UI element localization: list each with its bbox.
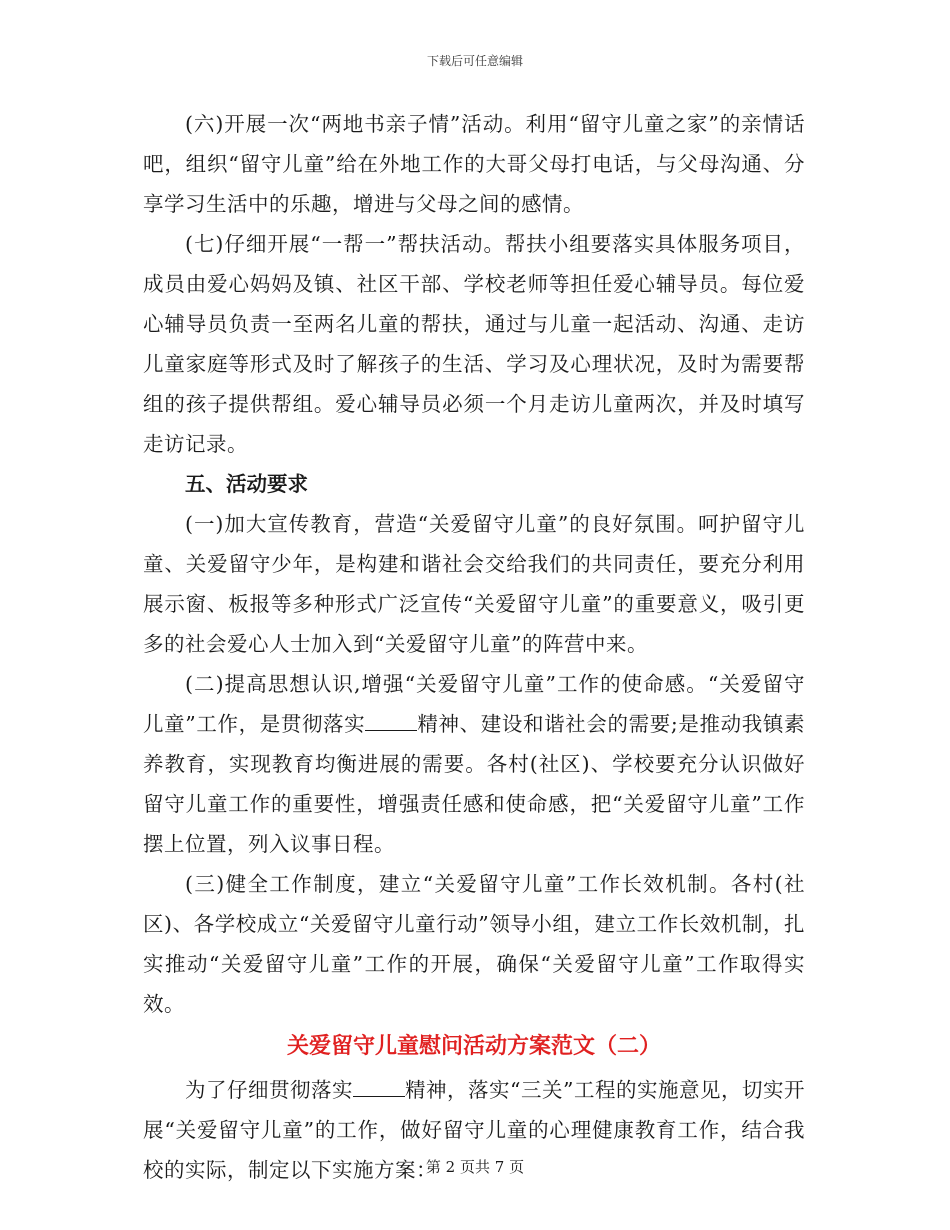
page-footer: 第 2 页共 7 页 <box>425 1158 525 1176</box>
paragraph-activity-6: (六)开展一次“两地书亲子情”活动。利用“留守儿童之家”的亲情话吧，组织“留守儿童”给在外地工作的大哥父母打电话，与父母沟通、分享学习生活中的乐趣，增进与父母之间的感情。 <box>143 112 805 216</box>
requirement-2-text-start: (二)提高思想认识,增强“关爱留守儿童”工作的使命感。“关爱留守儿童”工作，是贯彻落实 <box>143 672 805 736</box>
paragraph-requirement-1: (一)加大宣传教育，营造“关爱留守儿童”的良好氛围。呵护留守儿童、关爱留守少年，是构建和谐社会交给我们的共同责任，要充分利用展示窗、板报等多种形式广泛宣传“关爱留守儿童”的重要意义，吸引更多的社会爱心人士加入到“关爱留守儿童”的阵营中来。 <box>143 512 805 656</box>
document-body <box>143 104 805 1190</box>
section-heading-requirements: 五、活动要求 <box>185 472 308 496</box>
paragraph-activity-7: (七)仔细开展“一帮一”帮扶活动。帮扶小组要落实具体服务项目，成员由爱心妈妈及镇、社区干部、学校老师等担任爱心辅导员。每位爱心辅导员负责一至两名儿童的帮扶，通过与儿童一起活动、沟通、走访儿童家庭等形式及时了解孩子的生活、学习及心理状况，及时为需要帮组的孩子提供帮组。爱心辅导员必须一个月走访儿童两次，并及时填写走访记录。 <box>143 232 805 456</box>
fill-in-blank <box>365 712 417 731</box>
intro-text-start: 为了仔细贯彻落实 <box>185 1078 354 1102</box>
paragraph-requirement-3: (三)健全工作制度，建立“关爱留守儿童”工作长效机制。各村(社区)、各学校成立“关爱留守儿童行动”领导小组，建立工作长效机制，扎实推动“关爱留守儿童”工作的开展，确保“关爱留守儿童”工作取得实效。 <box>143 872 805 1016</box>
document-title-2: 关爱留守儿童慰问活动方案范文（二） <box>286 1034 661 1059</box>
fill-in-blank <box>353 1078 405 1097</box>
page-header: 下载后可任意编辑 <box>426 54 523 68</box>
intro-text-end: 精神，落实“三关”工程的实施意见，切实开展“关爱留守儿童”的工作，做好留守儿童的心理健康教育工作，结合我校的实际，制定以下实施方案： <box>143 1078 805 1182</box>
requirement-2-text-end: 精神、建设和谐社会的需要;是推动我镇素养教育，实现教育均衡进展的需要。各村(社区)、学校要充分认识做好留守儿童工作的重要性，增强责任感和使命感，把“关爱留守儿童”工作摆上位置，列入议事日程。 <box>143 712 806 856</box>
paragraph-requirement-2 <box>143 664 805 864</box>
